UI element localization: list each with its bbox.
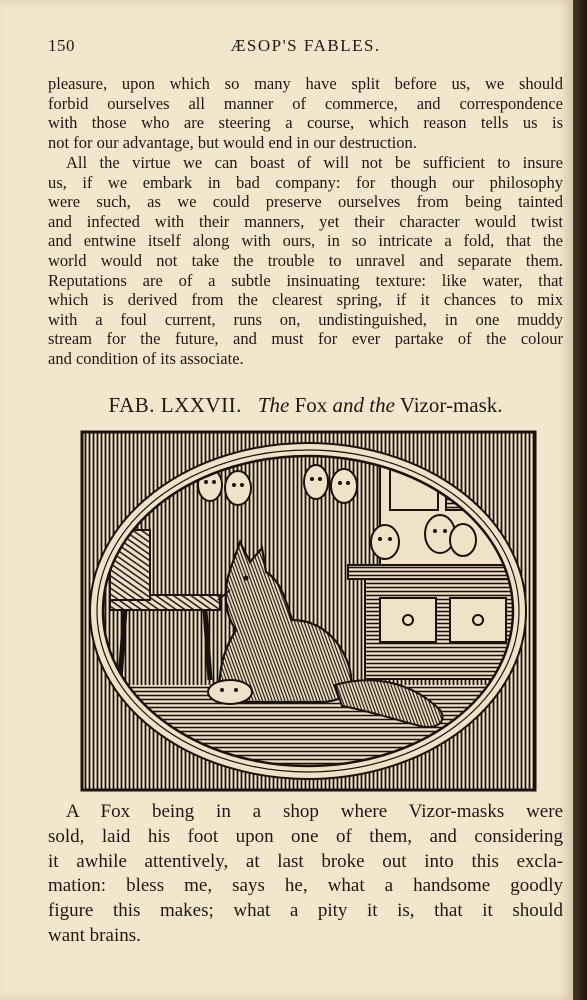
fable-number: FAB. LXXVII.	[108, 393, 242, 417]
fable-title-and-the: and the	[332, 393, 395, 417]
text-line: pleasure, upon which so many have split before us, we should	[48, 74, 563, 93]
text-line: and infected with their manners, yet their character would twist	[48, 211, 563, 231]
fable-title-the: The	[257, 393, 290, 417]
text-line: with a foul current, runs on, undistinguished, in one muddy	[48, 309, 563, 329]
page-edge-shadow	[573, 0, 587, 1000]
text-line: stream for the future, and must for ever partake of the colour	[48, 329, 563, 349]
vizor-mask-under-foot	[208, 680, 252, 704]
fable-title-fox: Fox	[294, 393, 328, 417]
text-line: A Fox being in a shop where Vizor-masks were	[66, 801, 563, 822]
moral-paragraph-second	[48, 153, 563, 369]
text-line: world would not take the trouble to unravel and separate them.	[48, 250, 563, 270]
page-number: 150	[48, 36, 75, 55]
moral-paragraph-continued	[48, 74, 563, 152]
running-head	[48, 36, 563, 58]
text-line: which is derived from the clearest spring, if it chances to mix	[48, 290, 563, 310]
text-line: it awhile attentively, at last broke out into this excla-	[48, 850, 563, 872]
fable-heading	[48, 393, 563, 418]
fox-vizor-mask-woodcut	[80, 430, 537, 792]
text-line: figure this makes; what a pity it is, that it should	[48, 900, 563, 922]
text-line: were such, as we could preserve ourselves from being tainted	[48, 192, 563, 212]
text-line: with those who are steering a course, which reason tells us is	[48, 113, 563, 133]
text-line: want brains.	[48, 924, 141, 946]
text-line: and condition of its associate.	[48, 348, 244, 368]
text-line: All the virtue we can boast of will not be sufficient to insure	[66, 153, 563, 172]
text-line: forbid ourselves all manner of commerce, and correspondence	[48, 93, 563, 113]
running-title: ÆSOP'S FABLES.	[230, 36, 381, 55]
text-line: Reputations are of a subtle insinuating texture: like water, that	[48, 270, 563, 290]
text-line: not for our advantage, but would end in our destruction.	[48, 132, 417, 152]
text-line: mation: bless me, says he, what a handsome goodly	[48, 875, 563, 897]
text-line: us, if we embark in bad company: for though our philosophy	[48, 172, 563, 192]
text-line: sold, laid his foot upon one of them, and considering	[48, 825, 563, 847]
text-line: and entwine itself along with ours, in so intricate a fold, that the	[48, 231, 563, 251]
fable-title-mask: Vizor-mask.	[399, 393, 503, 417]
fable-text	[48, 800, 563, 949]
